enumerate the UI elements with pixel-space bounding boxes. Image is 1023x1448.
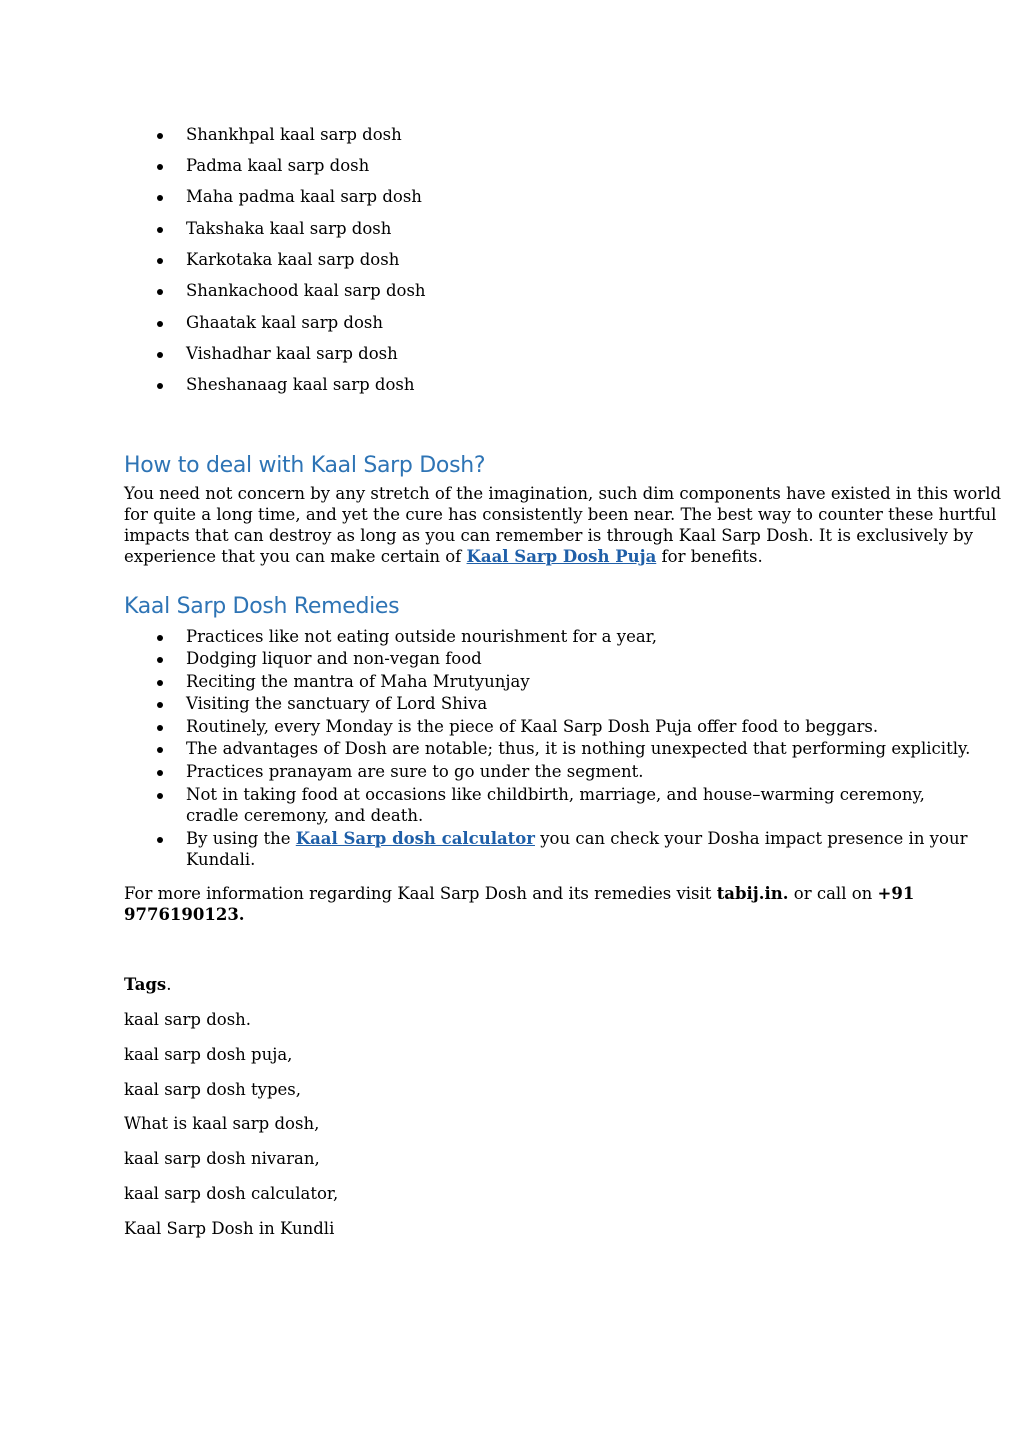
section-heading-remedies: Kaal Sarp Dosh Remedies (124, 594, 400, 619)
phone-prefix: +91 (877, 884, 915, 903)
contact-phone: 9776190123. (124, 905, 245, 924)
bullet-icon (157, 770, 163, 776)
bullet-icon (157, 702, 163, 708)
tag-item: What is kaal sarp dosh, (124, 1114, 320, 1133)
bullet-icon (157, 635, 163, 641)
bullet-icon (157, 725, 163, 731)
bullet-icon (157, 133, 163, 139)
tag-item: kaal sarp dosh calculator, (124, 1184, 339, 1203)
document-page: Shankhpal kaal sarp dosh Padma kaal sarp dosh Maha padma kaal sarp dosh Takshaka kaal sarp dosh Karkotaka kaal sarp dosh Shankachood kaal sarp dosh Ghaatak kaal sarp dosh Vishadhar kaal sarp dosh Sheshanaag kaal sarp dosh How to deal with Kaal Sarp Dosh? You need not concern by any stretch of the imagination, such dim components have existed in this world for quite a long time, and yet the cure has consistently been near. The best way to counter these hurtful impacts that can destroy as long as you can remember is through Kaal Sarp Dosh. It is exclusively by experience that you can make certain of Kaal Sarp Dosh Puja for benefits. Kaal Sarp Dosh Remedies Practices like not eating outside nourishment for a year, Dodging liquor and non-vegan food Reciting the mantra of Maha Mrutyunjay Visiting the sanctuary of Lord Shiva Routinely, every Monday is the piece of Kaal Sarp Dosh Puja offer food to beggars. The advantages of Dosh are notable; thus, it is nothing unexpected that performing explicitly. Practices pranayam are sure to go under the segment. Not in taking food at occasions like childbirth, marriage, and house–warming ceremony, cradle ceremony, and death. By using the Kaal Sarp dosh calculator you can check your Dosha impact presence in your Kundali. For more information regarding Kaal Sarp Dosh and its remedies visit tabij.in. or call on +91 9776190123. Tags. kaal sarp dosh. kaal sarp dosh puja, kaal sarp dosh types, What is kaal sarp dosh, kaal sarp dosh nivaran, kaal sarp dosh calculator, Kaal Sarp Dosh in Kundli (124, 125, 1002, 1238)
contact-line: For more information regarding Kaal Sarp Dosh and its remedies visit tabij.in. or call on +91 (124, 884, 915, 903)
deal-paragraph: You need not concern by any stretch of the imagination, such dim components have existed in this world for quite a long time, and yet the cure has consistently been near. The best way to counter these hurtful impacts that can destroy as long as you can remember is through Kaal Sarp Dosh. It is exclusively by experience that you can make certain of Kaal Sarp Dosh Puja for benefits. (124, 484, 1002, 566)
bullet-icon (157, 352, 163, 358)
bullet-icon (157, 195, 163, 201)
bullet-icon (157, 258, 163, 264)
site-name: tabij.in. (716, 884, 789, 903)
tag-item: Kaal Sarp Dosh in Kundli (124, 1219, 335, 1238)
bullet-icon (157, 837, 163, 843)
tag-item: kaal sarp dosh. (124, 1010, 252, 1029)
bullet-icon (157, 793, 163, 799)
section-heading-deal: How to deal with Kaal Sarp Dosh? (124, 453, 486, 478)
tags-label: Tags. (124, 975, 172, 994)
kaal-sarp-dosh-puja-link[interactable]: Kaal Sarp Dosh Puja (466, 547, 657, 566)
bullet-icon (157, 657, 163, 663)
tag-item: kaal sarp dosh types, (124, 1080, 302, 1099)
bullet-icon (157, 747, 163, 753)
kaal-sarp-dosh-calculator-link[interactable]: Kaal Sarp dosh calculator (295, 829, 535, 848)
tag-item: kaal sarp dosh nivaran, (124, 1149, 320, 1168)
bullet-icon (157, 289, 163, 295)
tag-item: kaal sarp dosh puja, (124, 1045, 293, 1064)
bullet-icon (157, 383, 163, 389)
bullet-icon (157, 164, 163, 170)
bullet-icon (157, 321, 163, 327)
bullet-icon (157, 227, 163, 233)
bullet-icon (157, 680, 163, 686)
